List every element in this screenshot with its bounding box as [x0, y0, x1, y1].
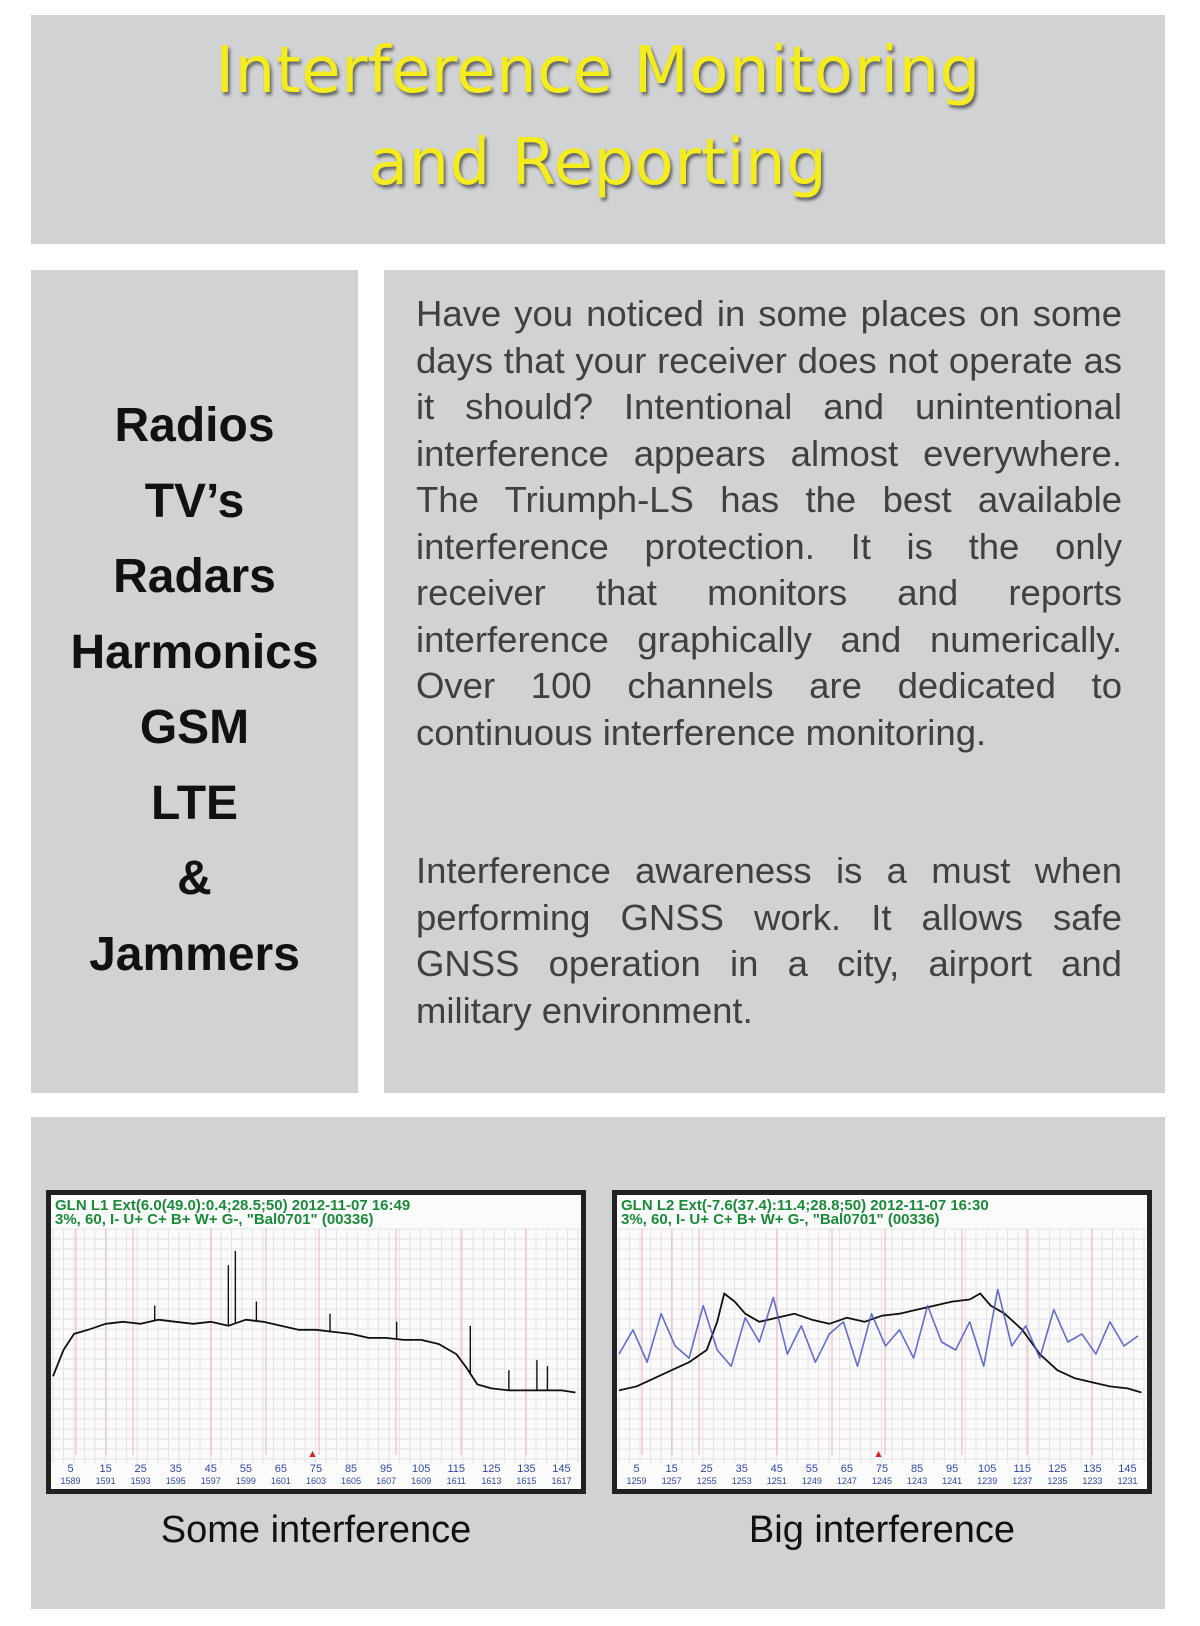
source-item-gsm: GSM — [139, 701, 250, 754]
x-tick-label-secondary: 1611 — [446, 1476, 466, 1486]
x-tick-label: 125 — [1048, 1463, 1067, 1475]
x-tick-label: 105 — [978, 1463, 997, 1475]
x-tick-label-secondary: 1591 — [95, 1476, 116, 1486]
x-tick-label-secondary: 1233 — [1082, 1476, 1103, 1486]
x-tick-label-secondary: 1235 — [1047, 1476, 1068, 1486]
x-tick-label: 15 — [99, 1463, 112, 1475]
x-tick-label-secondary: 1605 — [341, 1476, 362, 1486]
source-item-radars: Radars — [113, 550, 276, 603]
x-tick-label: 95 — [946, 1463, 959, 1475]
x-tick-label-secondary: 1595 — [165, 1476, 186, 1486]
source-item-radios: Radios — [114, 399, 275, 452]
x-tick-label-secondary: 1609 — [411, 1476, 432, 1486]
x-tick-label: 105 — [412, 1463, 431, 1475]
x-tick-label: 85 — [910, 1463, 924, 1475]
x-tick-label-secondary: 1603 — [305, 1476, 327, 1486]
x-tick-label: 45 — [770, 1463, 783, 1475]
x-tick-label: 55 — [805, 1463, 818, 1475]
x-tick-label: 85 — [344, 1463, 358, 1475]
x-tick-label: 5 — [633, 1463, 640, 1475]
x-tick-label: 125 — [482, 1463, 501, 1475]
x-tick-label-secondary: 1617 — [551, 1476, 572, 1486]
page-title — [31, 25, 1165, 209]
interference-sources-panel — [31, 270, 358, 1093]
x-tick-label-secondary: 1601 — [270, 1476, 291, 1486]
x-tick-label-secondary: 1613 — [481, 1476, 502, 1486]
x-tick-label-secondary: 1243 — [907, 1476, 928, 1486]
x-tick-label: 135 — [517, 1463, 536, 1475]
chart-caption-some-interference: Some interference — [160, 1509, 472, 1551]
chart-title: GLN L1 Ext(6.0(49.0):0.4;28.5;50) 2012-11-07 16:49 — [55, 1197, 411, 1214]
x-tick-label: 135 — [1083, 1463, 1102, 1475]
spectrum-chart-some-interference — [46, 1190, 586, 1494]
x-tick-label: 145 — [552, 1463, 571, 1475]
x-tick-label-secondary: 1597 — [200, 1476, 221, 1486]
title-line-2: and Reporting — [368, 126, 828, 200]
x-tick-label: 115 — [447, 1463, 466, 1475]
source-item-harmonics: Harmonics — [70, 625, 319, 679]
x-tick-label: 75 — [875, 1463, 889, 1475]
x-tick-label-secondary: 1607 — [376, 1476, 397, 1486]
x-tick-label: 25 — [134, 1463, 147, 1475]
x-tick-label: 115 — [1013, 1463, 1032, 1475]
x-tick-label: 65 — [840, 1463, 854, 1475]
chart-title: GLN L2 Ext(-7.6(37.4):11.4;28.8;50) 2012-11-07 16:30 — [621, 1197, 989, 1214]
x-tick-label-secondary: 1259 — [626, 1476, 647, 1486]
x-tick-label-secondary: 1249 — [801, 1476, 822, 1486]
x-tick-label: 55 — [239, 1463, 252, 1475]
x-tick-label-secondary: 1237 — [1012, 1476, 1033, 1486]
x-tick-label-secondary: 1251 — [766, 1476, 787, 1486]
spectrum-chart-plot — [617, 1195, 1147, 1489]
source-item-ampersand: & — [177, 852, 212, 905]
x-tick-label: 145 — [1118, 1463, 1137, 1475]
description-paragraph-1: Have you noticed in some places on some days that your receiver does not operate as it should? Intentional and unintentional interference appears almost everywhere. The Triumph-LS has the best available interference protection. It is the only receiver that monitors and reports interference graphically and numerically. Over 100 channels are dedicated to continuous interference monitoring. — [416, 293, 1122, 753]
x-tick-label-secondary: 1593 — [130, 1476, 151, 1486]
x-tick-label-secondary: 1245 — [871, 1476, 893, 1486]
x-tick-label-secondary: 1253 — [731, 1476, 752, 1486]
spectrum-chart-big-interference — [612, 1190, 1152, 1494]
title-panel — [31, 15, 1165, 244]
x-tick-label: 35 — [735, 1463, 748, 1475]
x-tick-label-secondary: 1247 — [836, 1476, 857, 1486]
source-item-lte: LTE — [150, 776, 239, 830]
description-paragraph-2: Interference awareness is a must when performing GNSS work. It allows safe GNSS operation in a city, airport and military environment. — [416, 850, 1122, 1031]
x-tick-label-secondary: 1599 — [235, 1476, 256, 1486]
description-panel — [384, 270, 1165, 1093]
x-tick-label-secondary: 1231 — [1117, 1476, 1138, 1486]
x-tick-label: 45 — [204, 1463, 217, 1475]
x-tick-label-secondary: 1257 — [661, 1476, 682, 1486]
x-tick-label: 95 — [380, 1463, 393, 1475]
chart-subtitle: 3%, 60, I- U+ C+ B+ W+ G-, "Bal0701" (00336) — [55, 1211, 374, 1228]
chart-subtitle: 3%, 60, I- U+ C+ B+ W+ G-, "Bal0701" (00336) — [621, 1211, 940, 1228]
spectrum-chart-plot — [51, 1195, 581, 1489]
title-line-1: Interference Monitoring — [215, 34, 981, 108]
chart-caption-big-interference: Big interference — [748, 1509, 1016, 1551]
x-tick-label-secondary: 1239 — [977, 1476, 998, 1486]
x-tick-label-secondary: 1241 — [942, 1476, 963, 1486]
x-tick-label: 65 — [274, 1463, 288, 1475]
x-tick-label: 5 — [67, 1463, 74, 1475]
x-tick-label-secondary: 1255 — [696, 1476, 717, 1486]
x-tick-label: 35 — [169, 1463, 182, 1475]
interference-sources-list — [31, 388, 358, 992]
x-tick-label: 75 — [309, 1463, 323, 1475]
source-item-tvs: TV’s — [144, 474, 245, 528]
x-tick-label-secondary: 1589 — [60, 1476, 81, 1486]
source-item-jammers: Jammers — [89, 927, 300, 981]
x-tick-label-secondary: 1615 — [516, 1476, 537, 1486]
x-tick-label: 25 — [700, 1463, 713, 1475]
x-tick-label: 15 — [665, 1463, 678, 1475]
